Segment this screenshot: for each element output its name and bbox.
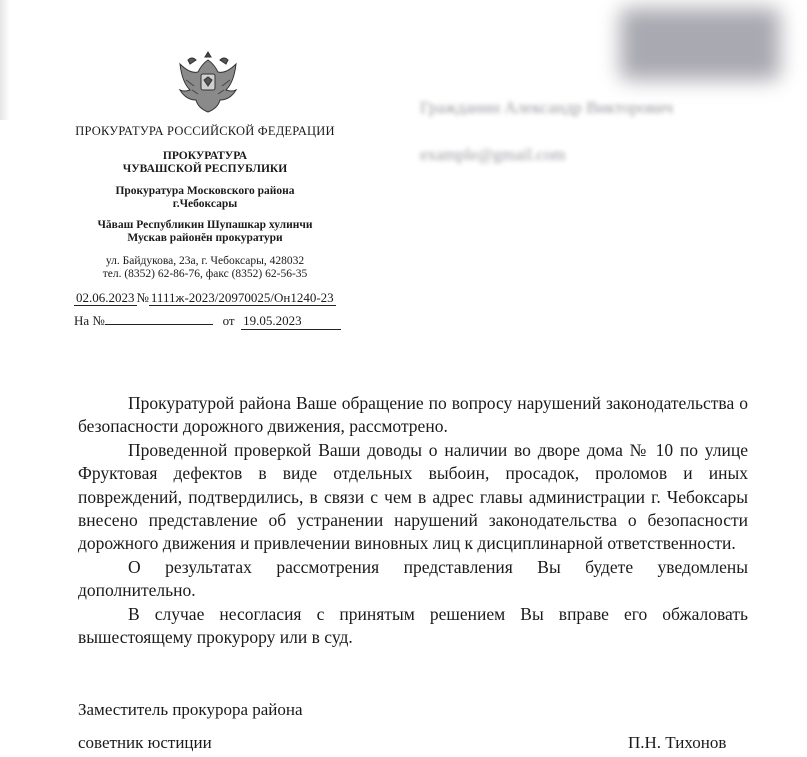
reference-number bbox=[105, 324, 213, 325]
scan-edge-shadow bbox=[0, 0, 10, 120]
from-label: от bbox=[222, 313, 235, 328]
paragraph-1: Прокуратурой района Ваше обращение по вопросу нарушений законодательства о безопасности дорожного движения, рассмотрено. bbox=[78, 393, 748, 437]
office-title-line2: ЧУВАШСКОЙ РЕСПУБЛИКИ bbox=[122, 163, 288, 175]
office-title-line1: ПРОКУРАТУРА bbox=[162, 150, 248, 162]
signatory-name: П.Н. Тихонов bbox=[628, 733, 727, 752]
coat-of-arms-icon bbox=[172, 50, 244, 116]
office-address bbox=[60, 255, 350, 281]
district-title-line2: г.Чебоксары bbox=[172, 198, 238, 210]
outgoing-registration bbox=[74, 290, 336, 306]
phone-fax-line: тел. (8352) 62-86-76, факс (8352) 62-56-35 bbox=[102, 268, 308, 280]
ministry-title: ПРОКУРАТУРА РОССИЙСКОЙ ФЕДЕРАЦИИ bbox=[75, 124, 335, 138]
reference-registration bbox=[74, 313, 341, 330]
reference-label: На № bbox=[74, 313, 105, 328]
paragraph-4: В случае несогласия с принятым решением Вы вправе его обжаловать вышестоящему прокурору или в суд. bbox=[78, 603, 748, 648]
letter-body bbox=[78, 392, 748, 649]
signatory-position: Заместитель прокурора района bbox=[78, 700, 303, 719]
outgoing-number: 1111ж-2023/20970025/Он1240-23 bbox=[150, 290, 334, 305]
chuvash-title bbox=[60, 219, 350, 245]
district-title bbox=[60, 185, 350, 211]
redacted-stamp-area bbox=[620, 8, 780, 80]
office-title bbox=[60, 150, 350, 176]
district-title-line1: Прокуратура Московского района bbox=[115, 185, 295, 197]
reference-date: 19.05.2023 bbox=[241, 313, 341, 330]
chuvash-title-line1: Чăваш Республикин Шупашкар хулинчи bbox=[97, 219, 313, 231]
paragraph-2: Проведенной проверкой Ваши доводы о наличии во дворе дома № 10 по улице Фруктовая дефектов в виде отдельных выбоин, просадок, проломов и иных повреждений, подтвердились, в связи с чем в адрес главы администрации г. Чебоксары внесено представление об устранении нарушений законодательства о безопасности дорожного движения и привлечении виновных лиц к дисциплинарной ответственности. bbox=[78, 439, 748, 554]
chuvash-title-line2: Мускав районĕн прокуратури bbox=[127, 232, 283, 244]
number-label: № bbox=[136, 290, 149, 305]
outgoing-date: 02.06.2023 bbox=[76, 290, 135, 305]
address-line: ул. Байдукова, 23а, г. Чебоксары, 428032 bbox=[105, 255, 305, 267]
signatory-rank: советник юстиции bbox=[78, 733, 212, 752]
recipient-email-redacted: example@gmail.com bbox=[420, 145, 566, 164]
paragraph-3: О результатах рассмотрения представления Вы будете уведомлены дополнительно. bbox=[78, 556, 748, 601]
recipient-name-redacted: Гражданин Александр Викторович bbox=[420, 98, 674, 117]
